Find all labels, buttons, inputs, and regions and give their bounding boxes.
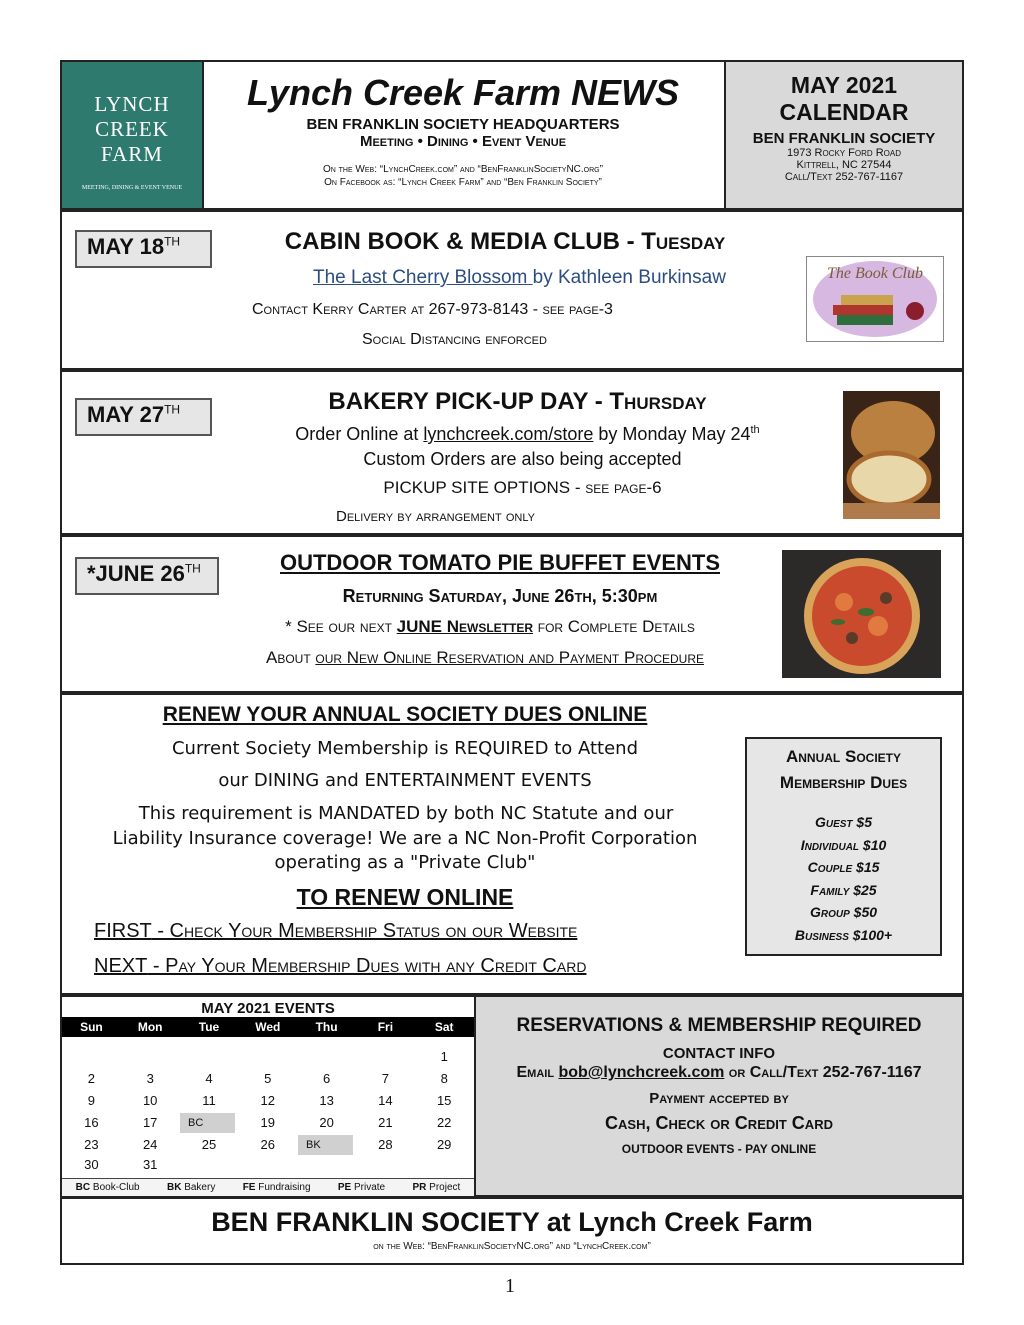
event-title [230, 388, 805, 416]
calendar-day: 5 [264, 1071, 272, 1086]
calendar-org: BEN FRANKLIN SOCIETY [752, 130, 936, 147]
store-link[interactable]: lynchcreek.com/store [423, 424, 594, 444]
order-pre: Order Online at [295, 424, 424, 444]
header-subtitle: BEN FRANKLIN SOCIETY HEADQUARTERS [306, 116, 620, 133]
dues-title1: Annual Society [785, 747, 901, 766]
footer-web: on the Web: “BenFranklinSocietyNC.org” and “LynchCreek.com” [373, 1241, 651, 1252]
calendar-day [356, 1049, 415, 1064]
calendar-day [121, 1049, 180, 1064]
header-subtitle2: Meeting • Dining • Event Venue [359, 133, 567, 150]
weekday-label: Mon [137, 1020, 163, 1034]
calendar-day: 4 [205, 1071, 213, 1086]
next-label: NEXT [94, 955, 148, 977]
renew-line4: Liability Insurance coverage! We are a NC Non-Profit Corporation [112, 828, 698, 849]
event-date-badge [75, 557, 219, 595]
first-label: FIRST [94, 920, 152, 942]
calendar-day: 25 [201, 1137, 217, 1152]
email-line [476, 1064, 962, 1082]
calendar-day [180, 1049, 239, 1064]
dues-item: Family $25 [810, 881, 877, 898]
about-pre: About [265, 648, 316, 667]
contact-info: CONTACT INFO [662, 1045, 776, 1062]
calendar-day: 28 [378, 1137, 393, 1152]
month-calendar [62, 997, 474, 1195]
calendar-day: 14 [378, 1093, 393, 1108]
contact-line: Contact Kerry Carter at 267-973-8143 - see page-3 [252, 301, 613, 318]
calendar-day: 29 [436, 1137, 452, 1152]
reservation-procedure-link[interactable]: our New Online Reservation and Payment Procedure [315, 648, 704, 667]
about-line [190, 648, 780, 668]
calendar-day: 23 [84, 1137, 99, 1152]
book-club-image [806, 256, 944, 342]
calendar-week-row [62, 1137, 474, 1152]
dues-item: Guest $5 [814, 814, 873, 830]
see-post: for Complete Details [533, 617, 695, 636]
calendar-week-row [62, 1157, 474, 1172]
event-title-main: CABIN BOOK & MEDIA CLUB - [284, 228, 642, 255]
facebook-line: On Facebook as: “Lynch Creek Farm” and “Ben Franklin Society” [324, 177, 602, 188]
legend-item: FE Fundraising [242, 1182, 311, 1193]
event-date-badge [75, 398, 212, 436]
calendar-day: 21 [378, 1115, 393, 1130]
calendar-day: 26 [260, 1137, 276, 1152]
reservations-panel [474, 997, 962, 1195]
renew-line3: This requirement is MANDATED by both NC Statute and our [138, 803, 674, 824]
custom-orders: Custom Orders are also being accepted [363, 449, 682, 469]
reservations-heading: RESERVATIONS & MEMBERSHIP REQUIRED [516, 1015, 922, 1036]
dues-item: Individual $10 [800, 836, 887, 853]
calendar-day [62, 1049, 121, 1064]
event-title-day: Tuesday [641, 228, 726, 255]
footer-title: BEN FRANKLIN SOCIETY at Lynch Creek Farm [211, 1207, 813, 1237]
calendar-addr1: 1973 Rocky Ford Road [786, 147, 902, 159]
calendar-day: 20 [319, 1115, 334, 1130]
email-link[interactable]: bob@lynchcreek.com [558, 1064, 725, 1081]
newsletter-header [204, 62, 722, 188]
payment-label: Payment accepted by [649, 1090, 789, 1107]
event-date: *JUNE 26 [87, 561, 185, 586]
returning-line: Returning Saturday, June 26th, 5:30pm [342, 586, 658, 606]
weekday-label: Fri [377, 1020, 394, 1034]
date-suffix: TH [164, 234, 181, 249]
logo-line2: CREEK [95, 117, 169, 141]
event-title-main: BAKERY PICK-UP DAY - [328, 388, 610, 415]
weekday-label: Sun [80, 1020, 103, 1034]
see-newsletter [200, 617, 780, 637]
pickup-options: PICKUP SITE OPTIONS - see page-6 [383, 478, 662, 497]
dues-item: Group $50 [809, 904, 878, 920]
web-line: On the Web: “LynchCreek.com” and “BenFranklinSocietyNC.org” [323, 164, 603, 175]
event-date: MAY 18 [87, 234, 165, 259]
calendar-day: 6 [322, 1071, 331, 1086]
calendar-day [297, 1049, 356, 1064]
calendar-day [180, 1157, 239, 1172]
weekday-label: Tue [198, 1020, 220, 1034]
calendar-day: 24 [142, 1137, 158, 1152]
calendar-title: MAY 2021 EVENTS [201, 1000, 335, 1017]
calendar-day: 13 [319, 1093, 334, 1108]
outdoor-note: OUTDOOR EVENTS - PAY ONLINE [621, 1142, 817, 1156]
next-step [94, 955, 586, 978]
bread-image [843, 391, 940, 519]
renew-line2: our DINING and ENTERTAINMENT EVENTS [218, 770, 592, 791]
calendar-day: 1 [440, 1049, 448, 1064]
calendar-day: 30 [84, 1157, 99, 1172]
calendar-day: 2 [87, 1071, 96, 1086]
event-title [220, 228, 790, 256]
calendar-legend [62, 1178, 474, 1196]
logo [62, 62, 202, 208]
weekday-label: Wed [255, 1020, 281, 1034]
calendar-info-panel [724, 62, 962, 208]
calendar-week-row [62, 1049, 474, 1064]
calendar-weekday-header [62, 1017, 474, 1037]
first-step [94, 920, 577, 943]
book-author: by Kathleen Burkinsaw [532, 267, 726, 288]
event-title: OUTDOOR TOMATO PIE BUFFET EVENTS [279, 550, 721, 575]
june-newsletter-link[interactable]: JUNE Newsletter [396, 617, 534, 636]
calendar-day [356, 1157, 415, 1172]
legend-item: BK Bakery [166, 1182, 216, 1193]
book-club-label: The Book Club [827, 265, 923, 282]
calendar-day: 16 [84, 1115, 99, 1130]
calendar-week-row [62, 1115, 474, 1130]
date-suffix: TH [184, 561, 201, 576]
pizza-image [782, 550, 941, 678]
to-renew-heading: TO RENEW ONLINE [296, 884, 514, 910]
calendar-week-row [62, 1093, 474, 1108]
logo-line3: FARM [101, 142, 163, 166]
pay-dues-link[interactable]: - Pay Your Membership Dues with any Credit Card [147, 955, 587, 977]
page-title: Lynch Creek Farm NEWS [246, 72, 680, 113]
email-post: or Call/Text 252-767-1167 [724, 1064, 922, 1081]
logo-line1: LYNCH [94, 92, 170, 116]
calendar-addr2: Kittrell, NC 27544 [796, 159, 892, 171]
see-pre: * See our next [285, 617, 397, 636]
calendar-day: 8 [440, 1071, 448, 1086]
calendar-day: 31 [142, 1157, 158, 1172]
calendar-title1: MAY 2021 [790, 72, 898, 98]
distancing-note: Social Distancing enforced [362, 331, 547, 348]
legend-item: PE Private [337, 1182, 386, 1193]
weekday-label: Thu [315, 1020, 338, 1034]
legend-item: PR Project [412, 1182, 461, 1193]
order-line [230, 424, 825, 445]
calendar-day: 17 [142, 1115, 158, 1130]
renew-line5: operating as a "Private Club" [274, 852, 536, 873]
calendar-day: 7 [381, 1071, 389, 1086]
order-suffix: th [750, 424, 760, 436]
book-title-link[interactable]: The Last Cherry Blossom [313, 267, 533, 288]
calendar-day: 19 [260, 1115, 276, 1130]
calendar-phone: Call/Text 252-767-1167 [784, 171, 904, 183]
renew-heading: RENEW YOUR ANNUAL SOCIETY DUES ONLINE [162, 703, 648, 726]
calendar-title2: CALENDAR [779, 99, 909, 125]
page-number: 1 [505, 1275, 515, 1297]
legend-item: BC Book-Club [75, 1182, 140, 1193]
calendar-day: 9 [87, 1093, 96, 1108]
calendar-day [297, 1157, 356, 1172]
payment-methods: Cash, Check or Credit Card [605, 1113, 833, 1133]
event-date: MAY 27 [87, 402, 165, 427]
book-line [313, 267, 726, 289]
calendar-day [238, 1157, 297, 1172]
check-status-link[interactable]: - Check Your Membership Status on our Website [151, 920, 578, 942]
calendar-day: 10 [142, 1093, 158, 1108]
logo-tagline: MEETING, DINING & EVENT VENUE [81, 185, 183, 191]
delivery-note: Delivery by arrangement only [336, 508, 535, 525]
weekday-label: Sat [434, 1020, 454, 1034]
calendar-week-row [62, 1071, 474, 1086]
event-date-badge [75, 230, 212, 268]
calendar-day: 15 [436, 1093, 452, 1108]
dues-box [745, 737, 942, 956]
calendar-day: 3 [146, 1071, 154, 1086]
renew-line1: Current Society Membership is REQUIRED to Attend [171, 738, 639, 759]
email-pre: Email [516, 1064, 559, 1081]
event-chip-bc[interactable]: BC [180, 1113, 235, 1133]
dues-item: Couple $15 [807, 859, 880, 875]
calendar-day: 12 [260, 1093, 276, 1108]
calendar-day [238, 1049, 297, 1064]
calendar-day [415, 1157, 474, 1172]
dues-title2: Membership Dues [779, 773, 908, 792]
dues-item: Business $100+ [794, 926, 893, 943]
calendar-day: 22 [436, 1115, 452, 1130]
event-chip-bk[interactable]: BK [298, 1135, 353, 1155]
date-suffix: TH [164, 402, 181, 417]
calendar-day: 11 [202, 1093, 216, 1108]
order-post: by Monday May 24 [593, 424, 751, 444]
event-title-day: Thursday [609, 388, 707, 415]
